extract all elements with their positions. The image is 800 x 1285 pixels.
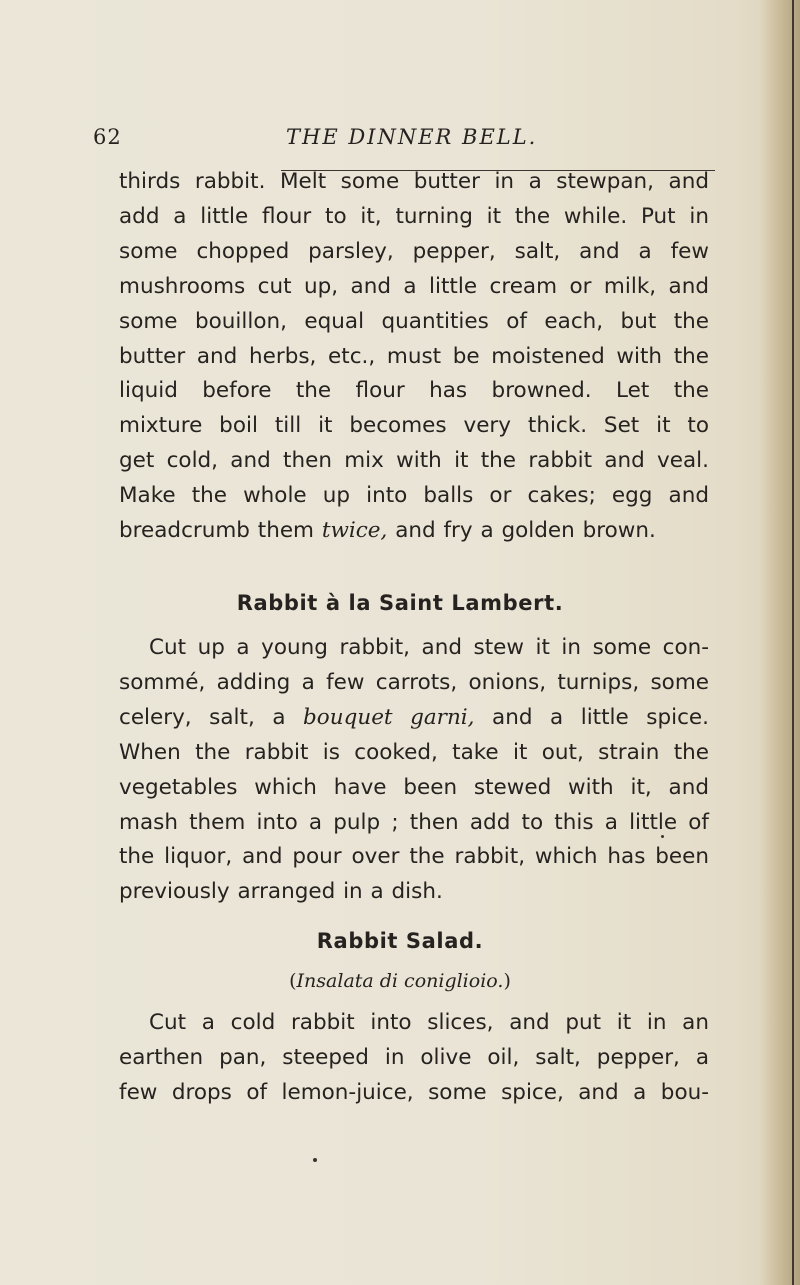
text-line: earthen pan, steeped in olive oil, salt, pepper, a — [119, 1044, 709, 1070]
recipe-heading: Rabbit à la Saint Lambert. — [236, 591, 564, 615]
italic-text: Insalata di coniglioio. — [296, 970, 504, 992]
text-line — [119, 514, 709, 549]
text-run: and a little spice. — [474, 704, 709, 730]
text-line: mixture boil till it becomes very thick. Set it to — [119, 413, 709, 439]
italic-text: bouquet garni, — [303, 704, 475, 730]
text-run: breadcrumb them — [119, 518, 322, 544]
text-line: Make the whole up into balls or cakes; egg and — [119, 483, 709, 509]
paragraph-2 — [119, 631, 709, 910]
paragraph-3 — [119, 1006, 709, 1111]
text-line — [119, 701, 709, 736]
text-line: sommé, adding a few carrots, onions, turnips, some — [119, 669, 709, 695]
text-line: add a little flour to it, turning it the while. Put in — [119, 203, 709, 229]
text-line: liquid before the flour has browned. Let the — [119, 378, 709, 404]
text-line: butter and herbs, etc., must be moistened with the — [119, 343, 709, 369]
page-edge-line — [792, 0, 794, 1285]
text-run: celery, salt, a — [119, 704, 304, 730]
text-line: mash them into a pulp ; then add to this a little of — [119, 809, 709, 835]
text-line: Cut up a young rabbit, and stew it in some con- — [149, 635, 709, 660]
text-line: the liquor, and pour over the rabbit, which has been — [119, 844, 709, 870]
text-run: ( — [289, 970, 297, 992]
page-edge-shading — [760, 0, 800, 1285]
page-number: 62 — [93, 125, 122, 149]
paper-speck — [661, 835, 664, 838]
text-line: Cut a cold rabbit into slices, and put it in an — [149, 1010, 709, 1035]
text-line: few drops of lemon-juice, some spice, and a bou- — [119, 1079, 709, 1105]
recipe-subheading — [0, 970, 800, 992]
text-line: When the rabbit is cooked, take it out, strain the — [119, 739, 709, 765]
paper-speck — [313, 1158, 317, 1162]
page-header — [93, 125, 713, 161]
recipe-heading: Rabbit Salad. — [316, 929, 484, 953]
text-line: vegetables which have been stewed with it, and — [119, 774, 709, 800]
paragraph-1 — [119, 165, 709, 549]
text-line: mushrooms cut up, and a little cream or milk, and — [119, 273, 709, 299]
text-run: ) — [503, 970, 511, 992]
text-line: some bouillon, equal quantities of each, but the — [119, 308, 709, 334]
italic-text: twice, — [321, 518, 388, 544]
text-line: previously arranged in a dish. — [119, 879, 443, 905]
text-line: thirds rabbit. Melt some butter in a stewpan, and — [119, 169, 709, 194]
running-title: THE DINNER BELL. — [286, 125, 538, 149]
text-run: and fry a golden brown. — [387, 518, 656, 544]
text-line: get cold, and then mix with it the rabbit and veal. — [119, 448, 709, 474]
text-line: some chopped parsley, pepper, salt, and a few — [119, 238, 709, 264]
